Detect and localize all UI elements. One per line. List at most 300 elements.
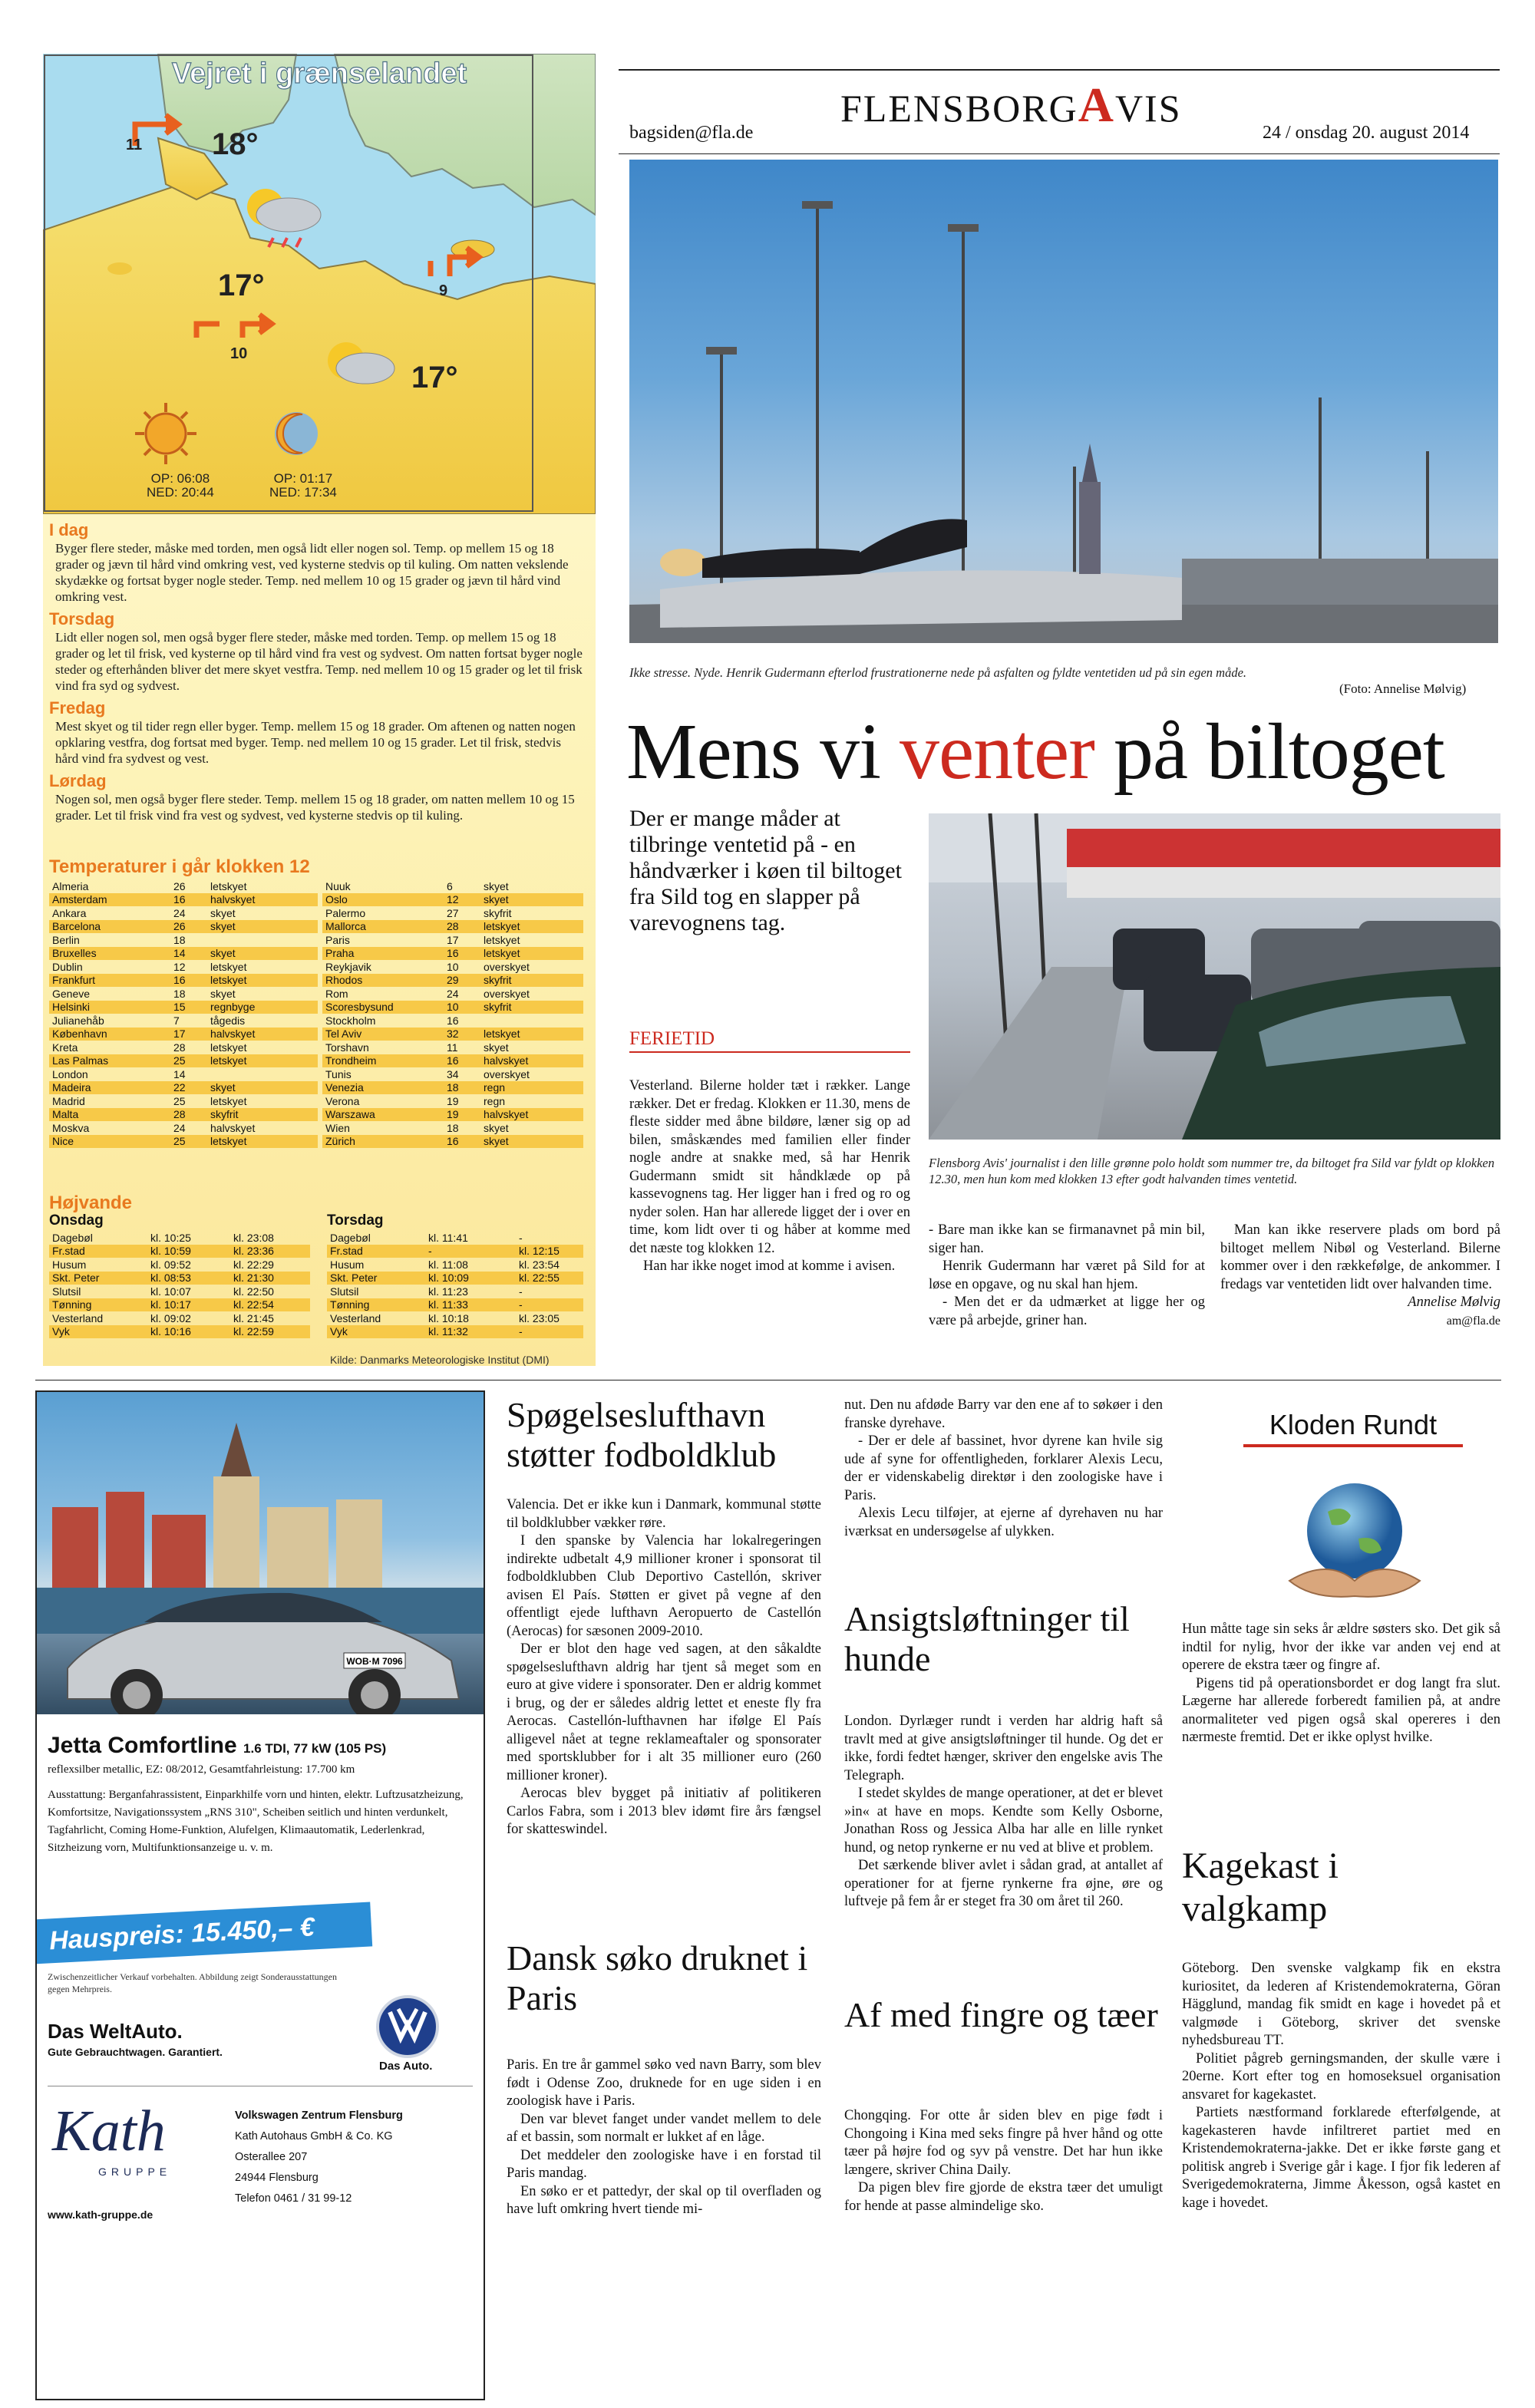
table-row — [49, 1001, 318, 1014]
kath-url[interactable]: www.kath-gruppe.de — [48, 2208, 154, 2221]
paragraph: Vesterland. Bilerne holder tæt i rækker. Lange rækker. Det er fredag. Klokken er 11.30, mens de fleste sidder med åbne bildøre, læner sig op ad bilen, småskændes med familien eller finder nogle andre at snakke med, så har Henrik Gudermann smidt sit håndklæde op på kassevognens tag. Her ligger han i fred og ro og nyder solen. Han har allerede ligget der i over en time, kom lidt over ti og håber at komme med det næste tog klokken 12. — [629, 1078, 910, 1256]
table-row — [49, 974, 318, 988]
table-cell: 26 — [170, 920, 207, 934]
table-row — [49, 987, 318, 1001]
table-cell: overskyet — [484, 960, 530, 973]
table-cell: Scoresbysund — [322, 1001, 444, 1014]
table-row — [327, 1272, 583, 1285]
table-cell: - — [519, 1285, 523, 1298]
table-cell: halvskyet — [207, 1028, 318, 1041]
table-cell: 14 — [173, 1067, 186, 1080]
weather-source: Kilde: Danmarks Meteorologiske Institut (DMI) — [330, 1354, 550, 1366]
forecast-text: Nogen sol, men også byger flere steder. Temp. mellem 15 og 18 grader, om natten mellem 10 og 15 grader. Let til frisk vind fra vest og sydvest, ved kysterne stedvis op til kuling. — [55, 792, 575, 823]
table-cell: kl. 23:36 — [230, 1245, 310, 1258]
table-cell: 10 — [444, 1001, 480, 1014]
table-row — [322, 1121, 583, 1135]
table-cell: 16 — [444, 947, 480, 961]
paragraph: Politiet pågreb gerningsmanden, der skulle være i 20erne. Kort efter tog en homoseksuel organisation ansvaret for kagekastet. — [1182, 2050, 1500, 2103]
table-cell: 25 — [170, 1054, 207, 1068]
brief-1-body — [507, 1496, 821, 1839]
table-cell: 7 — [173, 1014, 180, 1027]
brief-1-title: Spøgelseslufthavn støtter fodboldklub — [507, 1395, 777, 1474]
map-label-wind-2: 9 — [439, 282, 448, 299]
table-cell: 32 — [444, 1028, 480, 1041]
paragraph: Han har ikke noget imod at komme i avisen. — [643, 1258, 896, 1274]
table-row — [49, 1298, 310, 1312]
dealer-line: Osterallee 207 — [235, 2151, 308, 2163]
queue-photo — [929, 813, 1500, 1140]
table-cell: Julianehåb — [52, 1014, 104, 1027]
table-cell: kl. 23:05 — [519, 1311, 560, 1324]
table-cell: halvskyet — [480, 1054, 583, 1068]
table-cell: letskyet — [207, 1054, 318, 1068]
tide-day-left: Onsdag — [49, 1212, 104, 1229]
table-cell: Almeria — [52, 879, 89, 892]
table-cell: letskyet — [207, 1135, 318, 1149]
table-cell: skyet — [207, 947, 318, 961]
table-cell: 24 — [173, 1121, 186, 1134]
table-cell: letskyet — [210, 960, 247, 973]
table-cell: Rhodos — [322, 974, 444, 988]
plate-text: WOB·M 7096 — [346, 1656, 403, 1667]
paragraph: Da pigen blev fire gjorde de ekstra tæer det umuligt for hende at passe almindelige sko. — [844, 2180, 1163, 2214]
table-cell: 29 — [444, 974, 480, 988]
table-cell: kl. 08:53 — [147, 1272, 230, 1285]
paragraph: Der er blot den hage ved sagen, at den såkaldte spøgelseslufthavn aldrig har tjent så meget som en euro at give videre i sponsorater. Den er aldrig kommet i brug, og der er således aldrig lettet et eneste fly fra Aerocas. Castellón-lufthavnen har ifølge El País alligevel nået at tegne reklameaftaler og sponsorater med sportsklubber for i alt 35 millioner euro (260 millioner kroner). — [507, 1641, 821, 1783]
forecast-text: Mest skyet og til tider regn eller byger. Temp. mellem 15 og 18 grader. Om aftenen og natten nogen opklaring vestfra, dog fortsat med byger. Temp. ned mellem 10 og 15 grader. Let til frisk, stedvis hård vind fra sydvest og vest. — [55, 719, 576, 766]
forecast-day: I dag — [49, 520, 89, 539]
paragraph: I stedet skyldes de mange operationer, at det er blevet »in« at have en mops. Kendte som Kelly Osborne, Jonathan Ross og Jessica Alba har alle en lille rynket hund, og netop rynkerne er nu ved at blive et problem. — [844, 1786, 1163, 1855]
byline: Annelise Mølvig — [1408, 1295, 1500, 1310]
brief-5-body — [1182, 1960, 1500, 2212]
table-row — [322, 1028, 583, 1041]
vw-logo-icon — [376, 1995, 439, 2058]
tide-table-left — [49, 1231, 310, 1338]
table-cell: kl. 22:55 — [516, 1272, 583, 1285]
table-cell — [480, 1014, 583, 1028]
masthead-email[interactable]: bagsiden@fla.de — [629, 123, 754, 143]
table-row — [49, 1231, 310, 1245]
paragraph: Aerocas blev bygget på initiativ af politikeren Carlos Fabra, som i 2013 blev idømt fire års fængsel for skatteswindel. — [507, 1786, 821, 1837]
table-cell: Wien — [325, 1121, 350, 1134]
dealer-line: Kath Autohaus GmbH & Co. KG — [235, 2130, 393, 2142]
table-row — [49, 1245, 310, 1258]
brand-right: VIS — [1114, 87, 1182, 130]
byline-email[interactable]: am@fla.de — [1446, 1314, 1500, 1328]
table-row — [49, 906, 318, 920]
table-row — [49, 1272, 310, 1285]
table-cell: kl. 10:17 — [147, 1298, 230, 1312]
table-cell: Tunis — [325, 1067, 352, 1080]
table-cell: kl. 23:54 — [519, 1258, 560, 1271]
car-ad[interactable] — [35, 1390, 485, 2400]
map-label-temp-1: 18° — [212, 127, 259, 161]
weather-map — [43, 54, 596, 514]
table-cell: overskyet — [484, 987, 530, 1000]
sun-times: OP: 06:08 NED: 20:44 — [147, 471, 214, 500]
table-cell: kl. 09:52 — [150, 1258, 191, 1271]
table-cell: - — [519, 1231, 523, 1244]
brief-2-title: Dansk søko druknet i Paris — [507, 1938, 808, 2017]
brief-4-title: Af med fingre og tæer — [844, 1995, 1158, 2034]
table-row — [322, 1014, 583, 1028]
table-cell: Moskva — [52, 1121, 90, 1134]
table-cell: Vesterland — [330, 1311, 381, 1324]
table-row — [322, 879, 583, 893]
table-cell: Dagebøl — [52, 1231, 93, 1244]
table-cell: Vyk — [327, 1325, 425, 1339]
table-cell: 17 — [447, 933, 459, 946]
ad-equipment: Ausstattung: Berganfahrassistent, Einparkhilfe vorn und hinten, elektr. Luftzusatzheizung, Komfortsitze, Navigationssystem „RNS 310", Scheiben seitlich und hinten verdunkelt, Tagfahrlicht, Coming Home-Funktion, Alufelgen, Klimaautomatik, Lederlenkrad, Sitzheizung vorn, Multifunktionsanzeige u. v. m. — [48, 1789, 464, 1854]
lead: Der er mange måder at tilbringe ventetid på - en håndværker i køen til biltoget fra Sild tog en slapper på varevognens tag. — [629, 806, 902, 935]
table-cell: kl. 11:33 — [425, 1298, 516, 1312]
table-cell: kl. 21:45 — [233, 1311, 274, 1324]
table-cell: halvskyet — [207, 893, 318, 907]
table-cell: 18 — [444, 1081, 480, 1095]
table-cell: letskyet — [480, 947, 583, 961]
table-cell: Mallorca — [322, 920, 444, 934]
table-cell: kl. 10:59 — [147, 1245, 230, 1258]
table-cell: Tønning — [49, 1298, 147, 1312]
table-cell: Oslo — [322, 893, 444, 907]
ad-disclaimer: Zwischenzeitlicher Verkauf vorbehalten. Abbildung zeigt Sonderausstattungen gegen Mehrpreis. — [48, 1971, 338, 1994]
table-cell: Geneve — [52, 987, 91, 1000]
paragraph: Valencia. Det er ikke kun i Danmark, kommunal støtte til boldklubber vækker røre. — [507, 1497, 821, 1531]
table-cell: kl. 09:02 — [150, 1311, 191, 1324]
table-cell: skyet — [210, 906, 236, 919]
paragraph: - Der er dele af bassinet, hvor dyrene kan hvile sig ude af syne for offentligheden, forklarer Alexis Lecu, der er videnskabelig direktør i den zoologiske have i Paris. — [844, 1433, 1163, 1503]
section-label: FERIETID — [629, 1028, 910, 1053]
table-cell: Skt. Peter — [327, 1272, 425, 1285]
table-cell: 22 — [170, 1081, 207, 1095]
table-row — [49, 893, 318, 907]
table-cell: kl. 10:16 — [147, 1325, 230, 1339]
table-row — [49, 1094, 318, 1108]
table-cell: - — [425, 1245, 516, 1258]
table-cell: 12 — [173, 960, 186, 973]
table-row — [322, 920, 583, 934]
paragraph: Det særkende bliver avlet i sådan grad, at antallet af operationer for at fjerne rynkerne fra øjne, øre og luftveje på fem år er steget fra 30 om året til 260. — [844, 1858, 1163, 1909]
table-cell: Slutsil — [330, 1285, 359, 1298]
kloden-rundt-title: Kloden Rundt — [1269, 1409, 1438, 1440]
vw-tagline: Das Auto. — [379, 2060, 433, 2073]
table-cell: Zürich — [322, 1135, 444, 1149]
table-row — [322, 974, 583, 988]
table-cell: Fr.stad — [327, 1245, 425, 1258]
table-cell: 24 — [173, 906, 186, 919]
brief-2-cont — [844, 1397, 1163, 1541]
table-row — [322, 1001, 583, 1014]
table-row — [322, 1081, 583, 1095]
table-cell: skyet — [480, 1135, 583, 1149]
table-cell: 14 — [170, 947, 207, 961]
table-row — [327, 1258, 583, 1272]
table-row — [49, 1311, 310, 1325]
table-row — [327, 1285, 583, 1298]
table-cell: kl. 23:08 — [233, 1231, 274, 1244]
table-cell: Praha — [322, 947, 444, 961]
table-row — [49, 879, 318, 893]
table-cell: 16 — [170, 893, 207, 907]
paragraph: En søko er et pattedyr, der skal op til overfladen og have luft omkring hvert tiende mi- — [507, 2183, 821, 2217]
paragraph: - Men det er da udmærket at ligge her og være på arbejde, griner han. — [929, 1295, 1205, 1328]
table-row — [327, 1245, 583, 1258]
paragraph: nut. Den nu afdøde Barry var den ene af to søkøer i den franske dyrehave. — [844, 1397, 1163, 1431]
queue-photo-graphic — [929, 813, 1500, 1140]
table-row — [49, 1041, 318, 1054]
paragraph: Den var blevet fanget under vandet mellem to dele af et bassin, som normalt er lukket af en låge. — [507, 2111, 821, 2145]
table-cell: Nuuk — [325, 879, 351, 892]
table-row — [49, 920, 318, 934]
table-cell: letskyet — [207, 974, 318, 988]
table-cell: 19 — [444, 1108, 480, 1122]
table-row — [322, 947, 583, 961]
map-label-wind-1: 11 — [126, 137, 143, 153]
table-cell: 28 — [444, 920, 480, 934]
table-cell: halvskyet — [480, 1108, 583, 1122]
table-cell: skyfrit — [207, 1108, 318, 1122]
table-row — [322, 906, 583, 920]
table-row — [322, 960, 583, 974]
brief-3-title: Ansigtsløftninger til hunde — [844, 1599, 1130, 1678]
table-cell: kl. 11:32 — [425, 1325, 516, 1339]
masthead-brand — [840, 77, 1182, 134]
table-cell: letskyet — [210, 879, 247, 892]
paragraph: I den spanske by Valencia har lokalregeringen indirekte udbetalt 4,9 millioner kroner i sponsorat til fodboldklubben Club Deportivo Castellón, skriver avisen El País. Støtten er givet på vegne af den offentligt ejede lufthavn Aeropuerto de Castellón (Aerocas) for sæsonen 2009-2010. — [507, 1533, 821, 1639]
table-cell: Fr.stad — [49, 1245, 147, 1258]
table-row — [322, 1135, 583, 1149]
table-row — [49, 1067, 318, 1081]
table-cell: kl. 21:30 — [230, 1272, 310, 1285]
table-cell: skyfrit — [480, 1001, 583, 1014]
table-cell: kl. 10:09 — [425, 1272, 516, 1285]
queue-photo-caption: Flensborg Avis' journalist i den lille grønne polo holdt som nummer tre, da biltoget fra Sild var fyldt op klokken 12.30, men hun kom med klokken 13 efter godt halvanden times ventetid. — [929, 1156, 1495, 1186]
forecast-text: Lidt eller nogen sol, men også byger flere steder, måske med torden. Temp. op mellem 15 og 18 grader og let til frisk, ved kysterne op til hård vind fra vest og sydvest. Om natten fortsat byger nogle steder og efterhånden bliver det mere skyet vestfra. Temp. ned mellem 10 og 15 grader og let til frisk vind fra syd og sydvest. — [55, 630, 583, 693]
forecast-day: Fredag — [49, 698, 106, 717]
table-cell: 25 — [170, 1135, 207, 1149]
table-cell: Frankfurt — [49, 974, 170, 988]
table-cell: kl. 22:50 — [233, 1285, 274, 1298]
table-row — [322, 893, 583, 907]
table-cell: 27 — [447, 906, 459, 919]
table-cell: regn — [480, 1081, 583, 1095]
table-cell: Nice — [49, 1135, 170, 1149]
dealer-info — [235, 2106, 403, 2209]
table-row — [49, 1014, 318, 1028]
table-cell: Madrid — [52, 1094, 85, 1107]
table-cell: regnbyge — [207, 1001, 318, 1014]
table-cell: 17 — [170, 1028, 207, 1041]
table-cell: kl. 11:41 — [428, 1231, 468, 1244]
table-row — [49, 1135, 318, 1149]
temps-table-left — [49, 879, 318, 1148]
table-cell: Warszawa — [322, 1108, 444, 1122]
weltauto-sub: Gute Gebrauchtwagen. Garantiert. — [48, 2046, 223, 2058]
table-cell: 16 — [444, 1135, 480, 1149]
main-col-3 — [1220, 1222, 1500, 1330]
main-photo — [629, 160, 1498, 643]
table-cell: overskyet — [484, 1067, 530, 1080]
headline-part: på biltoget — [1094, 708, 1444, 796]
table-cell: 12 — [444, 893, 480, 907]
dealer-line: 24944 Flensburg — [235, 2172, 319, 2184]
table-cell: Skt. Peter — [49, 1272, 147, 1285]
ad-model-spec: 1.6 TDI, 77 kW (105 PS) — [243, 1741, 387, 1756]
table-cell: kl. 12:15 — [516, 1245, 583, 1258]
table-row — [49, 1108, 318, 1122]
ad-model-name: Jetta Comfortline — [48, 1733, 237, 1758]
page-info: 24 / onsdag 20. august 2014 — [1263, 123, 1470, 143]
table-cell: Stockholm — [325, 1014, 376, 1027]
table-cell: Ankara — [52, 906, 87, 919]
map-label-temp-3: 17° — [411, 361, 458, 394]
table-cell: skyet — [484, 879, 509, 892]
table-cell: Palermo — [325, 906, 366, 919]
globe-hands-icon — [1282, 1466, 1428, 1611]
table-cell: Dublin — [52, 960, 83, 973]
table-cell: Slutsil — [52, 1285, 81, 1298]
table-cell: kl. 10:07 — [150, 1285, 191, 1298]
table-cell: 18 — [447, 1121, 459, 1134]
table-cell: 16 — [170, 974, 207, 988]
kath-sub: GRUPPE — [98, 2166, 172, 2178]
table-cell: kl. 22:29 — [233, 1258, 274, 1271]
table-cell: London — [52, 1067, 88, 1080]
table-cell: Helsinki — [49, 1001, 170, 1014]
main-headline — [626, 710, 1444, 794]
table-cell: 24 — [447, 987, 459, 1000]
table-cell: 26 — [173, 879, 186, 892]
kath-logo: Kath — [52, 2099, 166, 2163]
table-cell: kl. 10:25 — [150, 1231, 191, 1244]
table-cell: Amsterdam — [49, 893, 170, 907]
table-cell: skyet — [210, 987, 236, 1000]
table-cell: skyet — [484, 1041, 509, 1054]
photo-caption: Ikke stresse. Nyde. Henrik Gudermann efterlod frustrationerne nede på asfalten og fyldte ventetiden ud på sin egen måde. — [629, 665, 1247, 680]
table-cell: 15 — [170, 1001, 207, 1014]
table-cell: letskyet — [480, 920, 583, 934]
table-row — [322, 987, 583, 1001]
masthead-rule-bottom — [619, 153, 1500, 154]
table-cell — [207, 1067, 318, 1081]
table-cell: skyet — [207, 1081, 318, 1095]
table-cell: Tel Aviv — [322, 1028, 444, 1041]
table-row — [49, 960, 318, 974]
man-lying — [660, 519, 967, 578]
table-row — [327, 1325, 583, 1339]
table-cell: - — [516, 1298, 583, 1312]
table-cell: kl. 11:08 — [428, 1258, 468, 1271]
table-cell: 16 — [444, 1054, 480, 1068]
brief-4-cont — [1182, 1621, 1500, 1747]
paragraph: Paris. En tre år gammel søko ved navn Barry, som blev født i Odense Zoo, druknede for en uge siden i en zoologisk have i Paris. — [507, 2057, 821, 2109]
forecast-text: Byger flere steder, måske med torden, men også lidt eller nogen sol. Temp. op mellem 15 og 18 grader og jævn til hård vind omkring vest, ved kysterne stedvis op til kuling. Om natten vekslende skydække og fortsat byger nogle steder. Temp. ned mellem 10 og 15 grader og jævn til hård vind omkring vest. — [55, 541, 569, 604]
brief-2-body — [507, 2057, 821, 2219]
table-cell: 25 — [173, 1094, 186, 1107]
section-label-box — [629, 1028, 910, 1053]
temps-title: Temperaturer i går klokken 12 — [49, 856, 310, 877]
tide-title: Højvande — [49, 1192, 133, 1213]
table-row — [327, 1231, 583, 1245]
sun-icon — [135, 403, 196, 464]
table-cell: kl. 11:23 — [428, 1285, 468, 1298]
table-cell: halvskyet — [210, 1121, 256, 1134]
kloden-underline — [1243, 1444, 1463, 1447]
forecast-day: Torsdag — [49, 609, 115, 628]
brand-a: A — [1078, 78, 1115, 132]
weather-map-graphic — [43, 54, 596, 514]
map-label-temp-2: 17° — [218, 269, 265, 302]
table-row — [322, 933, 583, 947]
table-row — [49, 1054, 318, 1068]
table-cell: 6 — [447, 879, 453, 892]
table-cell: Vesterland — [52, 1311, 104, 1324]
table-cell: 10 — [447, 960, 459, 973]
table-cell: 28 — [173, 1041, 186, 1054]
moon-icon — [275, 412, 318, 455]
table-cell: Las Palmas — [49, 1054, 170, 1068]
ad-price: Hauspreis: 15.450,– € — [35, 1902, 372, 1964]
table-cell: Reykjavik — [325, 960, 371, 973]
weather-title: Vejret i grænselandet — [171, 58, 467, 90]
table-cell: Husum — [330, 1258, 365, 1271]
paragraph: London. Dyrlæger rundt i verden har aldrig haft så travlt med at give ansigtsløftninger til hunde. Og det er ikke, fordi fedtet hænger, skriver den engelske avis The Telegraph. — [844, 1714, 1163, 1783]
table-cell: Paris — [325, 933, 350, 946]
table-cell: 34 — [447, 1067, 459, 1080]
table-row — [322, 1041, 583, 1054]
paragraph: Det meddeler den zoologiske have i en forstad til Paris mandag. — [507, 2147, 821, 2181]
dealer-line: Volkswagen Zentrum Flensburg — [235, 2109, 403, 2122]
main-photo-graphic — [629, 160, 1498, 643]
table-row — [49, 1081, 318, 1095]
table-cell: letskyet — [484, 933, 520, 946]
table-cell: Verona — [325, 1094, 360, 1107]
forecast — [49, 520, 586, 823]
table-cell: Rom — [325, 987, 348, 1000]
table-row — [322, 1067, 583, 1081]
ad-color-line: reflexsilber metallic, EZ: 08/2012, Gesamtfahrleistung: 17.700 km — [48, 1763, 355, 1776]
table-cell: skyet — [207, 920, 318, 934]
tide-table-right — [327, 1231, 583, 1338]
headline-part: Mens vi — [626, 708, 900, 796]
paragraph: Partiets næstformand forklarede efterfølgende, at kagekasteren havde infiltreret partiet med en Kristendemokraterna-jakke. Det er ikke første gang et politisk angreb i Sverige går i kage. I fjor fik lederen af Sverigedemokraterna, Jimme Åkesson, også kastet en kage i hovedet. — [1182, 2105, 1500, 2211]
table-cell: regn — [484, 1094, 506, 1107]
photo-credit: (Foto: Annelise Mølvig) — [1339, 681, 1467, 696]
table-cell: Husum — [52, 1258, 87, 1271]
table-cell — [207, 933, 318, 947]
table-cell: skyet — [480, 893, 583, 907]
paragraph: Hun måtte tage sin seks år ældre søsters sko. Det gik så indtil for nylig, hvor der ikke var anden vej end at operere de ekstra tæer og fingre af. — [1182, 1621, 1500, 1673]
table-row — [49, 1325, 310, 1339]
table-cell: Kreta — [52, 1041, 78, 1054]
table-cell: 28 — [170, 1108, 207, 1122]
table-row — [322, 1094, 583, 1108]
table-cell: Madeira — [49, 1081, 170, 1095]
brief-4-body — [844, 2107, 1163, 2215]
moon-times: OP: 01:17 NED: 17:34 — [269, 471, 337, 500]
brand-left: FLENSBORG — [840, 87, 1078, 130]
main-col-2 — [929, 1222, 1205, 1330]
table-row — [49, 933, 318, 947]
paragraph: Pigens tid på operationsbordet er dog langt fra slut. Lægerne har allerede forberedt familien på, at andre anormaliteter ved pigen også skal opereres i den nærmeste fremtid. Det er ikke oplyst hvilke. — [1182, 1675, 1500, 1745]
paragraph: Man kan ikke reservere plads om bord på biltoget mellem Nibøl og Vesterland. Bilerne kommer over i den rækkefølge, de ankommer. I fredags var ventetiden lidt over halvanden time. — [1220, 1222, 1500, 1292]
table-cell: Venezia — [322, 1081, 444, 1095]
masthead-rule — [619, 69, 1500, 71]
table-row — [322, 1054, 583, 1068]
ad-model — [48, 1733, 386, 1759]
table-cell: Dagebøl — [330, 1231, 371, 1244]
table-cell: skyet — [484, 1121, 509, 1134]
